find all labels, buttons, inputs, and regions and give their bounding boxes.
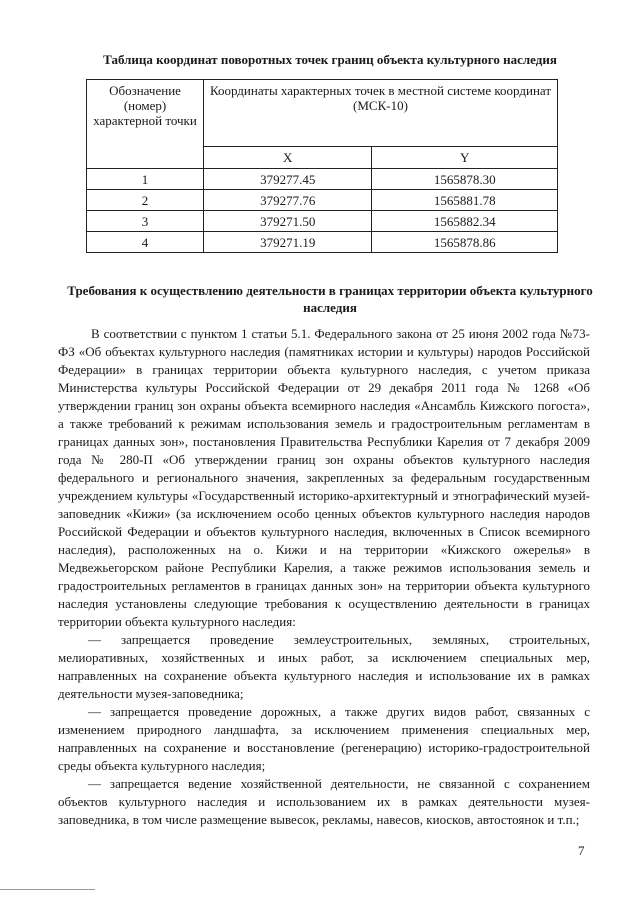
cell-y: 1565881.78: [372, 190, 558, 211]
coordinates-table: [86, 79, 558, 253]
cell-y: 1565878.86: [372, 232, 558, 253]
page-number: 7: [578, 843, 585, 858]
body-text: [58, 325, 590, 829]
cell-x: 379271.50: [204, 211, 372, 232]
cell-point: 4: [87, 232, 204, 253]
paragraph-item: — запрещается проведение землеустроительных, земляных, строительных, мелиоративных, хозяйственных и иных работ, за исключением специальных мер, направленных на сохранение объекта культурного наследия и использование их в рамках деятельности музея-заповедника;: [58, 632, 590, 701]
cell-x: 379277.45: [204, 169, 372, 190]
header-y: Y: [372, 147, 558, 169]
cell-point: 2: [87, 190, 204, 211]
paragraph-main: В соответствии с пунктом 1 статьи 5.1. Федерального закона от 25 июня 2002 года №73-ФЗ «Об объектах культурного наследия (памятниках истории и культуры) народов Российской Федерации» в границах территории объекта культурного наследия, с учетом приказа Министерства культуры Российской Федерации от 29 декабря 2011 года № 1268 «Об утверждении границ зон охраны объекта всемирного наследия «Ансамбль Кижского погоста», а также требований к режимам использования земель и градостроительным регламентам в границах данных зон», постановления Правительства Республики Карелия от 7 декабря 2009 года № 280-П «Об утверждении границ зон охраны объектов культурного наследия федерального и регионального значения, закрепленных за федеральным государственным учреждением культуры «Государственный историко-архитектурный и этнографический музей-заповедник «Кижи» (за исключением особо ценных объектов культурного наследия народов Российской Федерации и объектов культурного наследия, включенных в Список всемирного наследия), расположенных на о. Кижи и на территории «Кижского ожерелья» в Медвежьегорском районе Республики Карелия, а также режимов использования земель и градостроительных регламентов в границах данных зон» на территории объекта культурного наследия установлены следующие требования к осуществлению деятельности в границах территории объекта культурного наследия:: [58, 326, 590, 629]
table-title: Таблица координат поворотных точек границ объекта культурного наследия: [103, 52, 557, 67]
header-point-number: Обозначение (номер) характерной точки: [87, 80, 204, 169]
table-row: [87, 232, 558, 253]
table-row: [87, 190, 558, 211]
table-row: [87, 211, 558, 232]
table-header-row: [87, 80, 558, 147]
cell-x: 379271.19: [204, 232, 372, 253]
cell-y: 1565878.30: [372, 169, 558, 190]
paragraph-item: — запрещается проведение дорожных, а также других видов работ, связанных с изменением природного ландшафта, за исключением применения специальных мер, направленных на сохранение и восстановление (регенерацию) историко-градостроительной среды объекта культурного наследия;: [58, 704, 590, 773]
table-row: [87, 169, 558, 190]
cell-point: 1: [87, 169, 204, 190]
paragraph-item: — запрещается ведение хозяйственной деятельности, не связанной с сохранением объектов культурного наследия и использованием их в рамках деятельности музея-заповедника, в том числе размещение вывесок, рекламы, навесов, киосков, автостоянок и т.п.;: [58, 776, 590, 827]
section-heading: Требования к осуществлению деятельности в границах территории объекта культурного наследия: [67, 283, 593, 315]
cell-point: 3: [87, 211, 204, 232]
cell-y: 1565882.34: [372, 211, 558, 232]
header-x: X: [204, 147, 372, 169]
cell-x: 379277.76: [204, 190, 372, 211]
header-coordinates: Координаты характерных точек в местной системе координат (МСК-10): [204, 80, 558, 147]
footer-divider: [0, 889, 95, 890]
